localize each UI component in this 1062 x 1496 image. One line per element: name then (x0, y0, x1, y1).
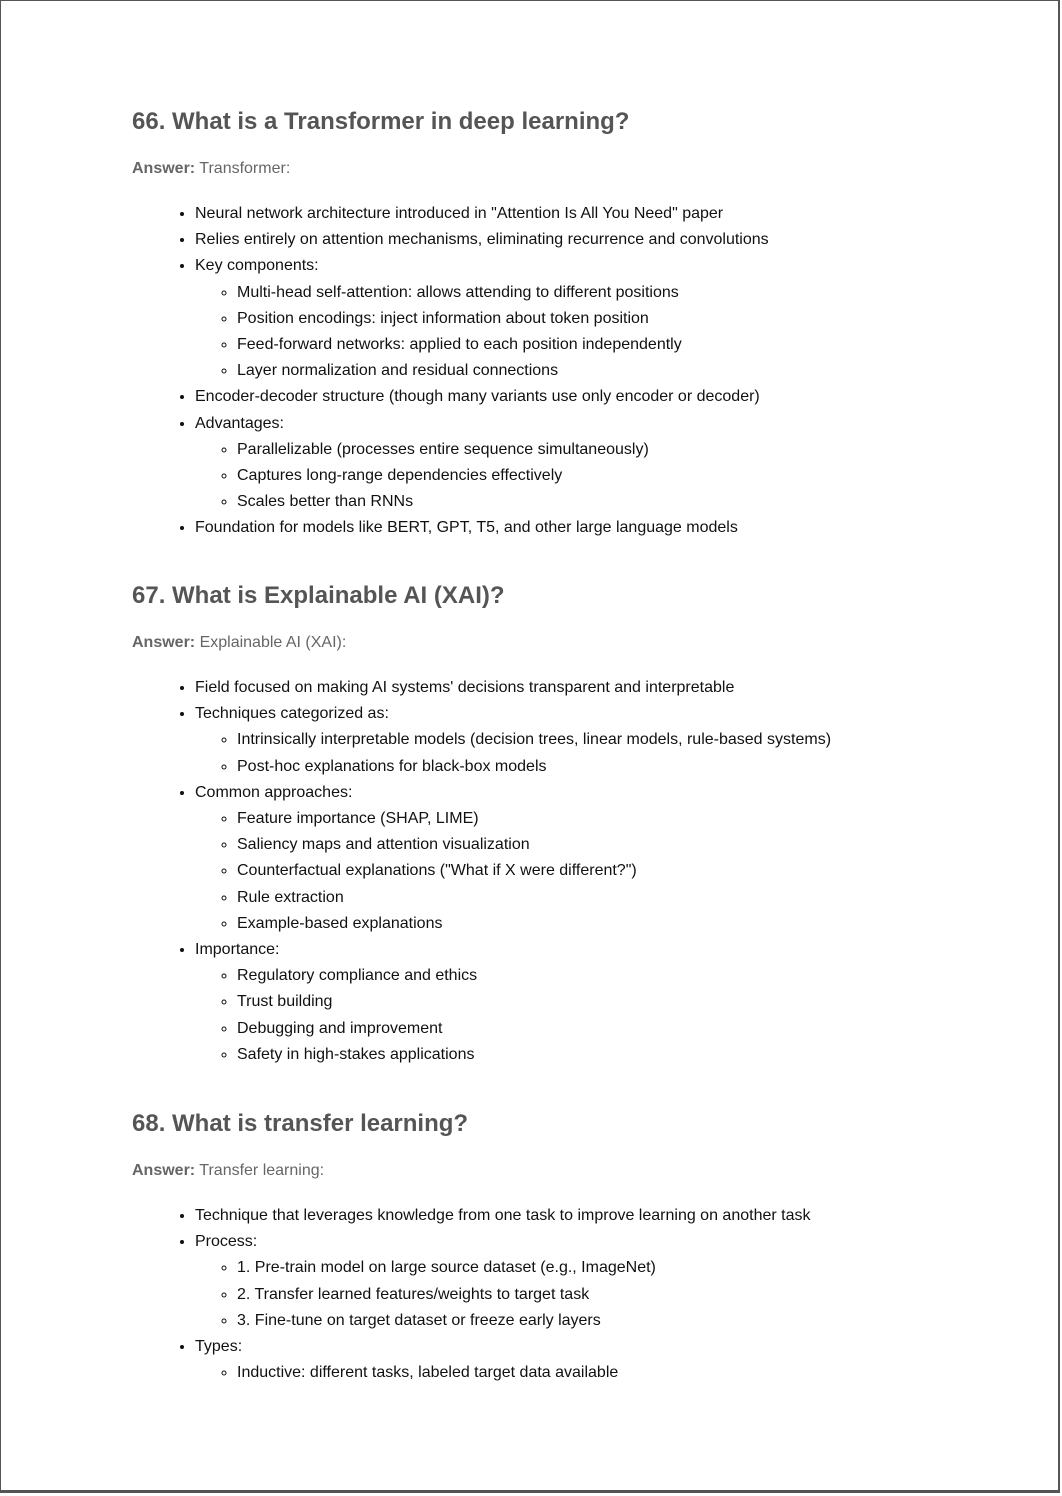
question-title: 68. What is transfer learning? (132, 1110, 469, 1137)
sub-list-item: ◦ Scales better than RNNs (237, 489, 992, 515)
list-item (195, 1203, 810, 1229)
sub-list-item: ◦ 1. Pre-train model on large source dataset (e.g., ImageNet) (237, 1255, 810, 1281)
answer-intro (132, 159, 992, 179)
list-item (195, 701, 831, 780)
list-item-text: Key components: (195, 257, 319, 275)
answer-label: Answer: (132, 634, 196, 651)
list-item-text: Technique that leverages knowledge from one task to improve learning on another task (195, 1207, 811, 1224)
sub-list-item: ◦ Rule extraction (237, 885, 831, 911)
list-item-text: Relies entirely on attention mechanisms, eliminating recurrence and convolutions (195, 231, 769, 249)
sub-list (195, 1360, 810, 1386)
sub-list-item: ◦ Position encodings: inject information about token position (237, 306, 992, 332)
sub-list-item: ◦ Inductive: different tasks, labeled target data available (237, 1360, 810, 1386)
answer-list (132, 675, 831, 1068)
question-section (132, 580, 831, 1068)
answer-list (132, 1203, 810, 1386)
sub-list-item: ◦ Post-hoc explanations for black-box models (237, 754, 831, 780)
sub-list-item: ◦ Regulatory compliance and ethics (237, 963, 831, 989)
list-item (195, 515, 992, 541)
list-item-text: Importance: (195, 941, 280, 959)
list-item (195, 1229, 810, 1334)
sub-list (195, 727, 831, 779)
question-title: 67. What is Explainable AI (XAI)? (132, 582, 505, 609)
list-item-text: Neural network architecture introduced in "Attention Is All You Need" paper (195, 205, 724, 222)
question-title: 66. What is a Transformer in deep learning? (132, 108, 630, 135)
answer-text: Explainable AI (XAI): (195, 634, 347, 651)
sub-list-item: ◦ Feature importance (SHAP, LIME) (237, 806, 831, 832)
answer-list (132, 201, 992, 542)
sub-list-item: ◦ Safety in high-stakes applications (237, 1042, 831, 1068)
answer-text: Transformer: (195, 160, 291, 177)
list-item-text: Field focused on making AI systems' decisions transparent and interpretable (195, 679, 735, 696)
sub-list-item: ◦ 3. Fine-tune on target dataset or freeze early layers (237, 1308, 810, 1334)
list-item (195, 780, 831, 937)
sub-list (195, 1255, 810, 1334)
list-item (195, 411, 992, 516)
list-item-text: Process: (195, 1233, 258, 1251)
list-item-text: Techniques categorized as: (195, 705, 389, 723)
sub-list-item: ◦ 2. Transfer learned features/weights to target task (237, 1282, 810, 1308)
sub-list (195, 280, 992, 385)
list-item-text: Types: (195, 1338, 243, 1356)
list-item (195, 227, 992, 253)
list-item (195, 384, 992, 410)
question-section (132, 106, 992, 542)
question-section (132, 1108, 810, 1386)
answer-label: Answer: (132, 1162, 196, 1179)
answer-label: Answer: (132, 160, 196, 177)
sub-list-item: ◦ Intrinsically interpretable models (decision trees, linear models, rule-based systems) (237, 727, 831, 753)
list-item (195, 675, 831, 701)
list-item (195, 253, 992, 384)
list-item (195, 937, 831, 1068)
sub-list-item: ◦ Captures long-range dependencies effectively (237, 463, 992, 489)
sub-list (195, 963, 831, 1068)
sub-list-item: ◦ Debugging and improvement (237, 1016, 831, 1042)
sub-list-item: ◦ Saliency maps and attention visualization (237, 832, 831, 858)
list-item (195, 1334, 810, 1386)
answer-text: Transfer learning: (195, 1162, 325, 1179)
list-item-text: Foundation for models like BERT, GPT, T5, and other large language models (195, 519, 738, 537)
sub-list-item: ◦ Parallelizable (processes entire sequence simultaneously) (237, 437, 992, 463)
list-item (195, 201, 992, 227)
sub-list-item: ◦ Layer normalization and residual connections (237, 358, 992, 384)
sub-list-item: ◦ Feed-forward networks: applied to each position independently (237, 332, 992, 358)
sub-list (195, 437, 992, 516)
sub-list-item: ◦ Example-based explanations (237, 911, 831, 937)
list-item-text: Encoder-decoder structure (though many variants use only encoder or decoder) (195, 388, 760, 406)
sub-list (195, 806, 831, 937)
sub-list-item: ◦ Multi-head self-attention: allows attending to different positions (237, 280, 992, 306)
list-item-text: Advantages: (195, 414, 284, 432)
answer-intro (132, 1161, 810, 1181)
list-item-text: Common approaches: (195, 783, 353, 801)
sub-list-item: ◦ Trust building (237, 989, 831, 1015)
document-content (132, 106, 992, 1382)
answer-intro (132, 633, 831, 653)
sub-list-item: ◦ Counterfactual explanations ("What if X were different?") (237, 858, 831, 884)
